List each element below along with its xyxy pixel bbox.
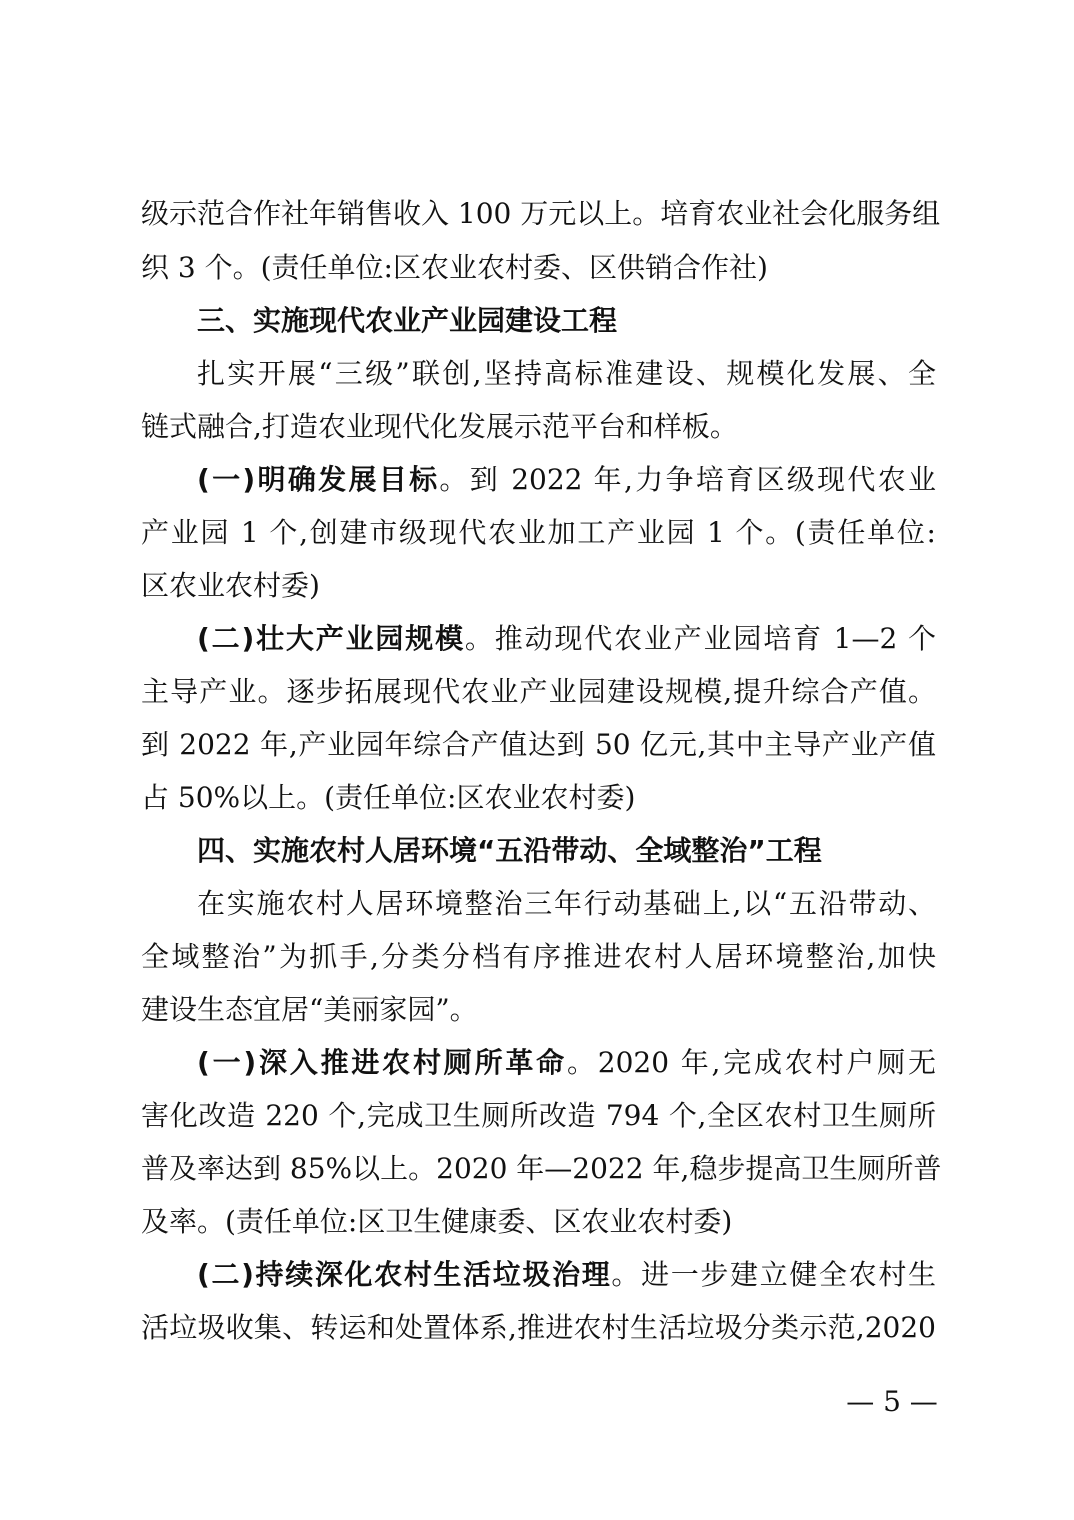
body-line: 全域整治”为抓手,分类分档有序推进农村人居环境整治,加快 — [141, 940, 936, 973]
body-text: 。2020 年,完成农村户厕无 — [566, 1046, 936, 1079]
body-line: 建设生态宜居“美丽家园”。 — [141, 993, 478, 1026]
body-line: 织 3 个。(责任单位:区农业农村委、区供销合作社) — [141, 251, 768, 284]
subsection-line — [197, 1043, 936, 1083]
subsection-heading: (一)深入推进农村厕所革命 — [197, 1046, 567, 1079]
body-line: 及率。(责任单位:区卫生健康委、区农业农村委) — [141, 1205, 733, 1238]
body-line: 害化改造 220 个,完成卫生厕所改造 794 个,全区农村卫生厕所 — [141, 1099, 936, 1132]
body-line: 在实施农村人居环境整治三年行动基础上,以“五沿带动、 — [197, 887, 936, 920]
section-heading-3: 三、实施现代农业产业园建设工程 — [197, 304, 618, 337]
body-text: 。到 2022 年,力争培育区级现代农业 — [439, 463, 936, 496]
section-heading-4: 四、实施农村人居环境“五沿带动、全域整治”工程 — [197, 834, 822, 867]
body-line: 占 50%以上。(责任单位:区农业农村委) — [141, 781, 636, 814]
subsection-heading: (一)明确发展目标 — [197, 463, 440, 496]
subsection-line — [197, 460, 936, 500]
body-line: 扎实开展“三级”联创,坚持高标准建设、规模化发展、全 — [197, 357, 936, 390]
subsection-heading: (二)壮大产业园规模 — [197, 622, 465, 655]
body-line: 普及率达到 85%以上。2020 年—2022 年,稳步提高卫生厕所普 — [141, 1152, 942, 1185]
body-line: 级示范合作社年销售收入 100 万元以上。培育农业社会化服务组 — [141, 197, 941, 230]
page-number: — 5 — — [846, 1385, 938, 1418]
body-text: 。进一步建立健全农村生 — [611, 1258, 936, 1291]
body-line: 主导产业。逐步拓展现代农业产业园建设规模,提升综合产值。 — [141, 675, 936, 708]
body-line: 链式融合,打造农业现代化发展示范平台和样板。 — [141, 410, 738, 443]
body-line: 产业园 1 个,创建市级现代农业加工产业园 1 个。(责任单位: — [141, 516, 936, 549]
body-line: 区农业农村委) — [141, 569, 320, 602]
subsection-line — [197, 619, 936, 659]
subsection-heading: (二)持续深化农村生活垃圾治理 — [197, 1258, 612, 1291]
body-text: 。推动现代农业产业园培育 1—2 个 — [464, 622, 936, 655]
body-line: 到 2022 年,产业园年综合产值达到 50 亿元,其中主导产业产值 — [141, 728, 936, 761]
subsection-line — [197, 1255, 936, 1295]
body-line: 活垃圾收集、转运和处置体系,推进农村生活垃圾分类示范,2020 — [141, 1311, 936, 1344]
